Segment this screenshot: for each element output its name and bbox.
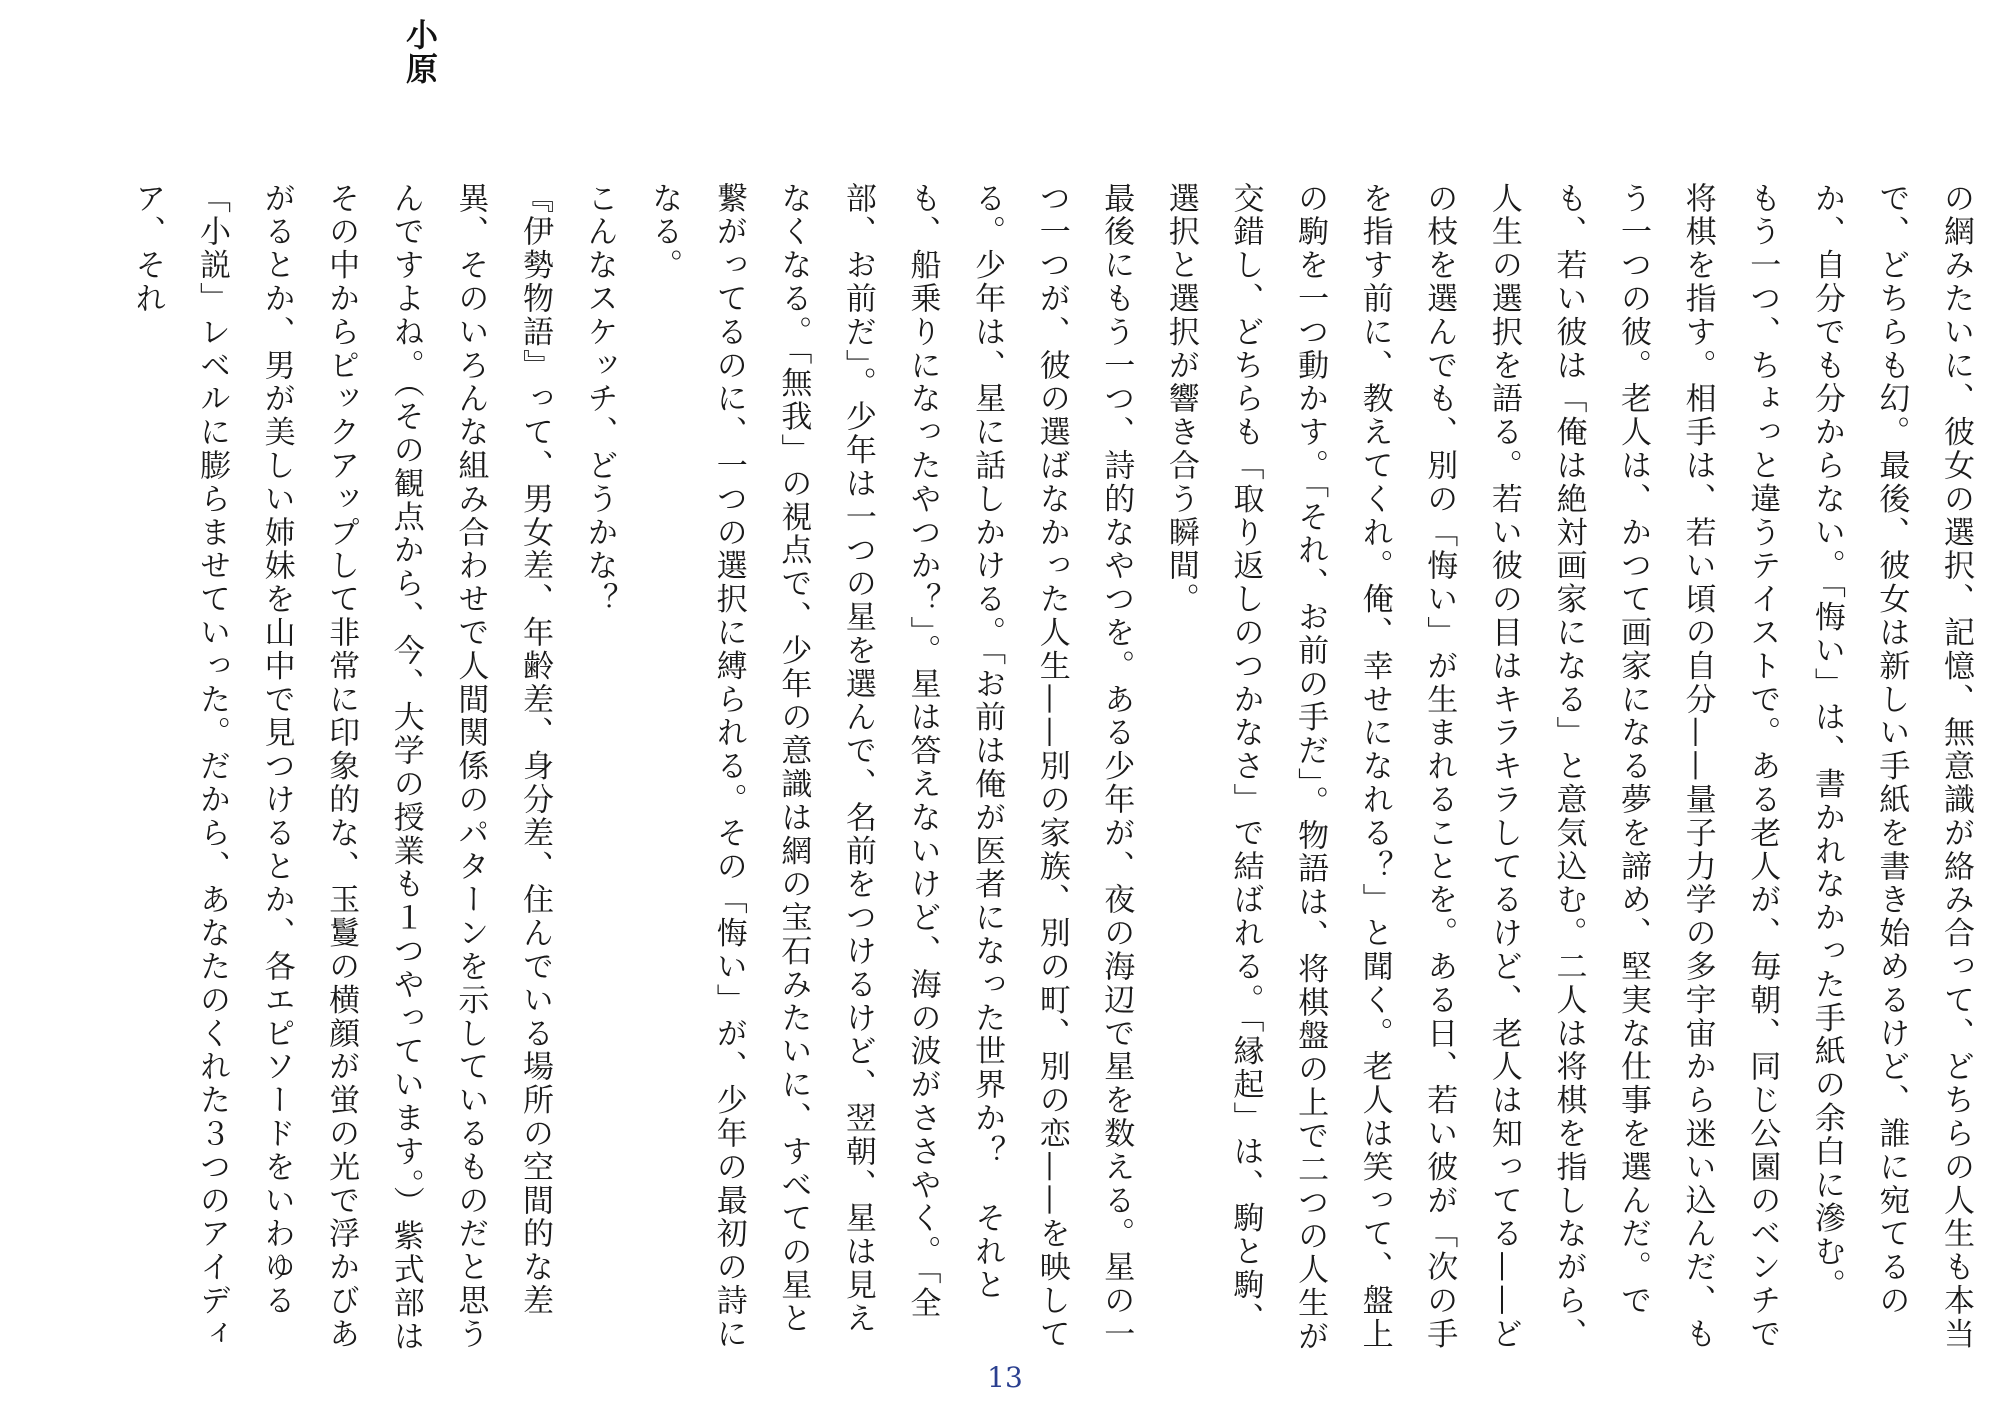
paragraph-1: の網みたいに、彼女の選択、記憶、無意識が絡み合って、どちらの人生も本当で、どちらも幻。最後、彼女は新しい手紙を書き始めるけど、誰に宛てるのか、自分でも分からない。「悔い」は、書かれなかった手紙の余白に滲む。 xyxy=(1808,182,1974,1351)
paragraph-2: もう一つ、ちょっと違うテイストで。ある老人が、毎朝、同じ公園のベンチで将棋を指す。相手は、若い頃の自分——量子力学の多宇宙から迷い込んだ、もう一つの彼。老人は、かつて画家になる夢を諦め、堅実な仕事を選んだ。でも、若い彼は「俺は絶対画家になる」と意気込む。二人は将棋を指しながら、人生の選択を語る。若い彼の目はキラキラしてるけど、老人は知ってる——どの枝を選んでも、別の「悔い」が生まれることを。ある日、若い彼が「次の手を指す前に、教えてくれ。俺、幸せになれる？」と聞く。老人は笑って、盤上の駒を一つ動かす。「それ、お前の手だ」。物語は、将棋盤の上で二つの人生が交錯し、どちらも「取り返しのつかなさ」で結ばれる。「縁起」は、駒と駒、選択と選択が響き合う瞬間。 xyxy=(1162,182,1781,1354)
paragraph-5: 『伊勢物語』って、男女差、年齢差、身分差、住んでいる場所の空間的な差異、そのいろんな組み合わせで人間関係のパターンを示しているものだと思うんですよね。（その観点から、今、大学の授業も１つやっています。）紫式部はその中からピックアップして非常に印象的な、玉鬘の横顔が蛍の光で浮かびあがるとか、男が美しい姉妹を山中で見つけるとか、各エピソードをいわゆる「小説」レベルに膨らませていった。だから、あなたのくれた３つのアイディア、それ xyxy=(129,182,553,1354)
speaker-label: 小原 xyxy=(401,18,439,86)
paragraph-3: 最後にもう一つ、詩的なやつを。ある少年が、夜の海辺で星を数える。星の一つ一つが、彼の選ばなかった人生——別の家族、別の町、別の恋——を映してる。少年は、星に話しかける。「お前は俺が医者になった世界か？ それとも、船乗りになったやつか？」。星は答えないけど、海の波がささやく。「全部、お前だ」。少年は一つの星を選んで、名前をつけるけど、翌朝、星は見えなくなる。「無我」の視点で、少年の意識は網の宝石みたいに、すべての星と繋がってるのに、一つの選択に縛られる。その「悔い」が、少年の最初の詩になる。 xyxy=(646,182,1135,1351)
page-number: 13 xyxy=(987,1361,1023,1394)
body-text xyxy=(12,182,1988,1362)
paragraph-4: こんなスケッチ、どうかな？ xyxy=(581,182,618,617)
